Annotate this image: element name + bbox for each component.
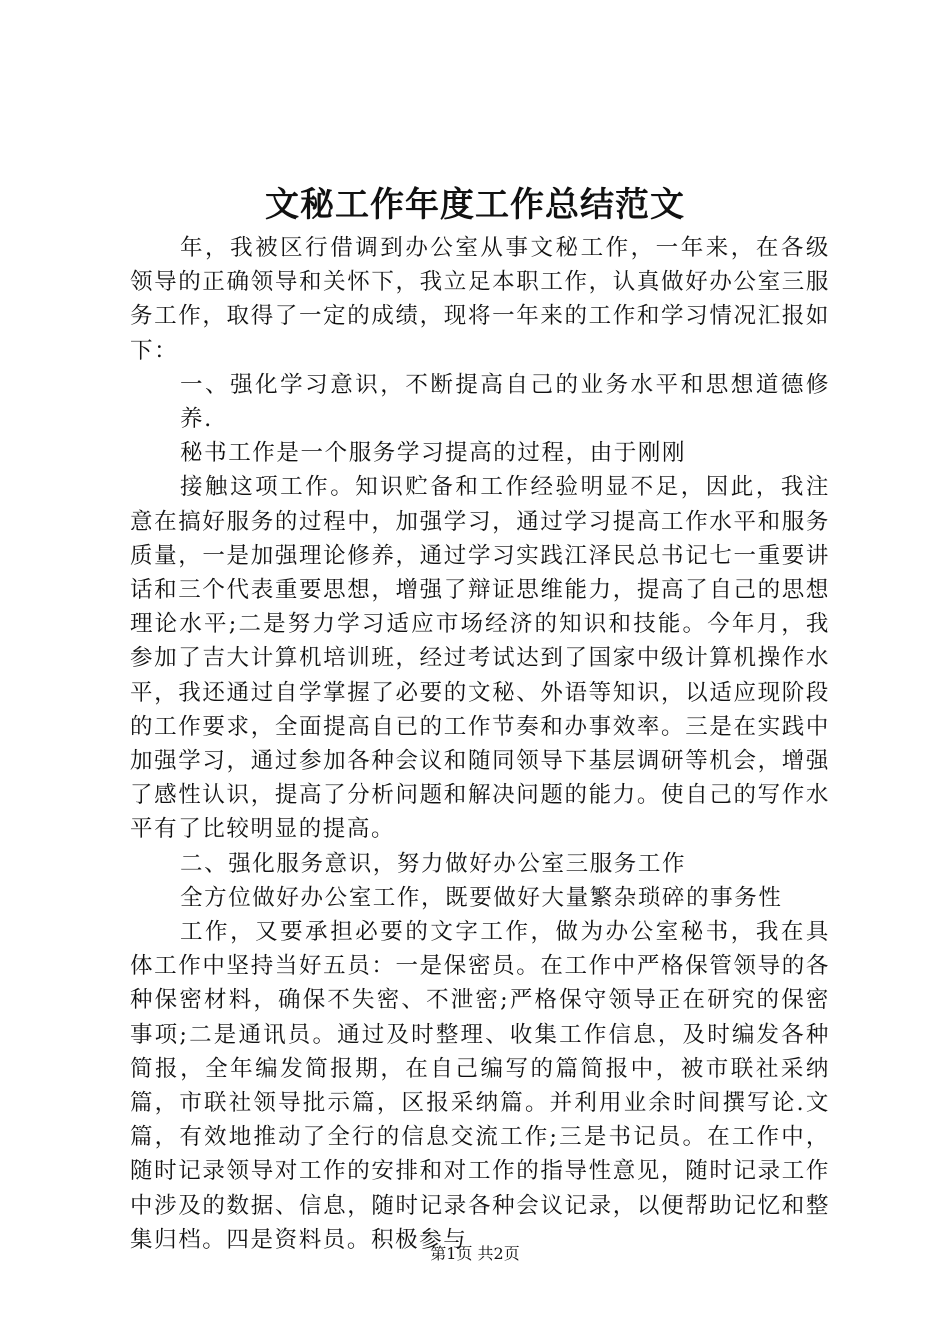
paragraph: 工作，又要承担必要的文字工作，做为办公室秘书，我在具体工作中坚持当好五员：一是保密员。在工作中严格保管领导的各种保密材料，确保不失密、不泄密;严格保守领导正在研究的保密事项;二是通讯员。通过及时整理、收集工作信息，及时编发各种简报，全年编发简报期，在自己编写的篇简报中，被市联社采纳篇，市联社领导批示篇，区报采纳篇。并利用业余时间撰写论.文篇，有效地推动了全行的信息交流工作;三是书记员。在工作中，随时记录领导对工作的安排和对工作的指导性意见，随时记录工作中涉及的数据、信息，随时记录各种会议记录，以便帮助记忆和整集归档。四是资料员。积极参与 — [130, 919, 830, 1253]
document-title: 文秘工作年度工作总结范文 — [265, 185, 685, 225]
document-body — [130, 231, 830, 1257]
section-heading-1: 一、强化学习意识，不断提高自己的业务水平和思想道德修养. — [180, 371, 830, 433]
paragraph-intro: 年，我被区行借调到办公室从事文秘工作，一年来，在各级领导的正确领导和关怀下，我立足本职工作，认真做好办公室三服务工作，取得了一定的成绩，现将一年来的工作和学习情况汇报如下： — [130, 235, 830, 364]
section-heading-2: 二、强化服务意识，努力做好办公室三服务工作 — [180, 850, 687, 877]
paragraph: 秘书工作是一个服务学习提高的过程，由于刚刚 — [180, 440, 687, 467]
paragraph: 全方位做好办公室工作，既要做好大量繁杂琐碎的事务性 — [180, 884, 783, 911]
page-number: 第1页 共2页 — [430, 1244, 520, 1263]
paragraph: 接触这项工作。知识贮备和工作经验明显不足，因此，我注意在搞好服务的过程中，加强学习，通过学习提高工作水平和服务质量，一是加强理论修养，通过学习实践江泽民总书记七一重要讲话和三个代表重要思想，增强了辩证思维能力，提高了自己的思想理论水平;二是努力学习适应市场经济的知识和技能。今年月，我参加了吉大计算机培训班，经过考试达到了国家中级计算机操作水平，我还通过自学掌握了必要的文秘、外语等知识，以适应现阶段的工作要求，全面提高自已的工作节奏和办事效率。三是在实践中加强学习，通过参加各种会议和随同领导下基层调研等机会，增强了感性认识，提高了分析问题和解决问题的能力。使自己的写作水平有了比较明显的提高。 — [130, 474, 830, 843]
